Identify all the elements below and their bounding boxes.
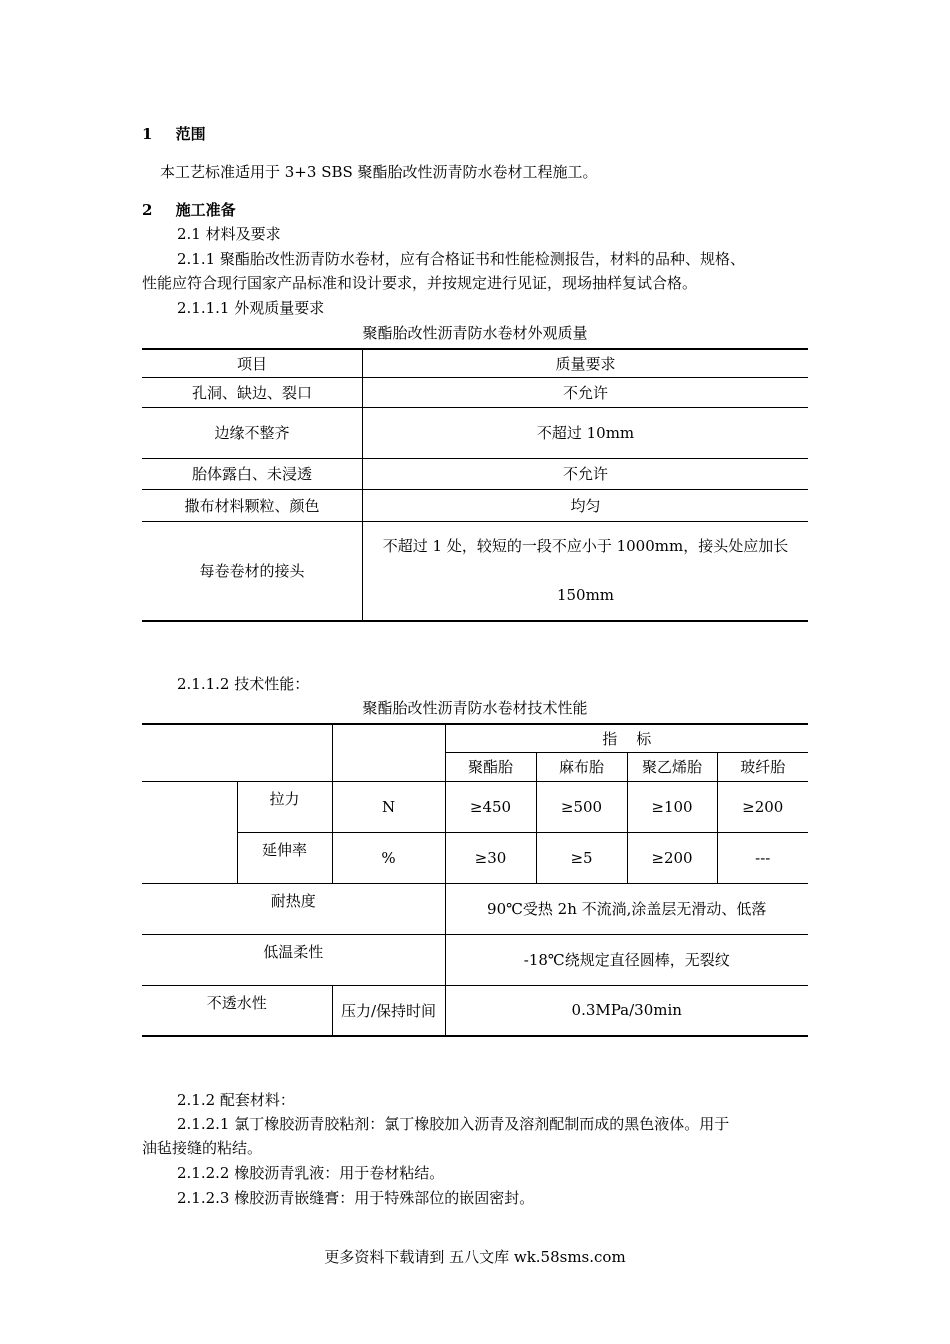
section-1-number: 1: [142, 125, 153, 143]
table-row: [142, 934, 808, 985]
table2-unit: 压力/保持时间: [332, 985, 445, 1036]
table2-col-header: 聚酯胎: [445, 752, 536, 781]
table2-blank-header-unit: [332, 724, 445, 781]
section-1-heading: [142, 123, 206, 144]
table2-unit: %: [332, 832, 445, 883]
heading-2-1-1-1: 2.1.1.1 外观质量要求: [177, 299, 325, 317]
table1-joint-req-line2: 150mm: [556, 586, 615, 605]
para-2-1-2-2: 2.1.2.2 橡胶沥青乳液：用于卷材粘结。: [177, 1164, 445, 1182]
table2-value: ≥500: [536, 781, 627, 832]
table1-joint-req-line1: 不超过 1 处，较短的一段不应小于 1000mm，接头处应加长: [382, 537, 789, 556]
section-2-title: 施工准备: [175, 201, 236, 219]
table1-header-req: 质量要求: [363, 349, 809, 377]
appearance-quality-table: [142, 348, 808, 622]
table2-index-header: 指 标: [445, 724, 808, 752]
table1-cell-req: 均匀: [363, 489, 809, 521]
technical-performance-table: [142, 723, 808, 1037]
table1-cell-item: 边缘不整齐: [142, 407, 363, 458]
table2-value: ≥200: [627, 832, 717, 883]
table2-col-header: 玻纤胎: [717, 752, 808, 781]
table2-value: ≥200: [717, 781, 808, 832]
section-2-number: 2: [142, 201, 153, 219]
table-row: [142, 883, 808, 934]
table2-col-header: 聚乙烯胎: [627, 752, 717, 781]
section-1-title: 范围: [175, 125, 206, 143]
table2-value: -18℃绕规定直径圆棒，无裂纹: [445, 934, 808, 985]
table1-header-item: 项目: [142, 349, 363, 377]
table2-label: 不透水性: [142, 985, 332, 1036]
table-row: [142, 832, 808, 883]
table-row: [142, 407, 808, 458]
table1-cell-req: 不允许: [363, 377, 809, 407]
table2-value: ≥100: [627, 781, 717, 832]
table2-header-row-1: [142, 724, 808, 752]
table2-value: ≥450: [445, 781, 536, 832]
para-2-1-2-3: 2.1.2.3 橡胶沥青嵌缝膏：用于特殊部位的嵌固密封。: [177, 1189, 535, 1207]
table1-cell-req: 不允许: [363, 458, 809, 489]
table2-blank-header: [142, 724, 332, 781]
para-2-1-2-1-line2: 油毡接缝的粘结。: [142, 1139, 263, 1157]
table-row: [142, 781, 808, 832]
table2-value: 0.3MPa/30min: [445, 985, 808, 1036]
table2-unit: N: [332, 781, 445, 832]
table2-value: ≥30: [445, 832, 536, 883]
table-row: [142, 521, 808, 621]
table1-title: 聚酯胎改性沥青防水卷材外观质量: [362, 324, 588, 342]
table2-label: 拉力: [237, 781, 332, 832]
table-row: [142, 377, 808, 407]
table2-title: 聚酯胎改性沥青防水卷材技术性能: [362, 699, 588, 717]
table1-cell-item: 每卷卷材的接头: [142, 521, 363, 621]
table2-label: 低温柔性: [142, 934, 445, 985]
table2-value: 90℃受热 2h 不流淌,涂盖层无滑动、低落: [445, 883, 808, 934]
table1-cell-req: 不超过 10mm: [363, 407, 809, 458]
heading-2-1: 2.1 材料及要求: [177, 225, 281, 243]
heading-2-1-1-2: 2.1.1.2 技术性能：: [177, 675, 310, 693]
table2-value: ≥5: [536, 832, 627, 883]
table2-label: 延伸率: [237, 832, 332, 883]
table2-value: ---: [717, 832, 808, 883]
section-1-text: 本工艺标准适用于 3+3 SBS 聚酯胎改性沥青防水卷材工程施工。: [160, 163, 598, 181]
heading-2-1-2: 2.1.2 配套材料：: [177, 1091, 295, 1109]
table1-cell-item: 胎体露白、未浸透: [142, 458, 363, 489]
table-row: [142, 985, 808, 1036]
table1-cell-req: [363, 521, 809, 621]
table1-cell-item: 撒布材料颗粒、颜色: [142, 489, 363, 521]
para-2-1-2-1-line1: 2.1.2.1 氯丁橡胶沥青胶粘剂：氯丁橡胶加入沥青及溶剂配制而成的黑色液体。用于: [177, 1115, 730, 1133]
table-row: [142, 489, 808, 521]
table1-header-row: [142, 349, 808, 377]
table2-group-cell: [142, 781, 237, 883]
table1-cell-item: 孔洞、缺边、裂口: [142, 377, 363, 407]
table-row: [142, 458, 808, 489]
para-2-1-1-line1: 2.1.1 聚酯胎改性沥青防水卷材，应有合格证书和性能检测报告，材料的品种、规格、: [177, 250, 745, 268]
section-2-heading: [142, 199, 236, 220]
para-2-1-1-line2: 性能应符合现行国家产品标准和设计要求，并按规定进行见证，现场抽样复试合格。: [142, 274, 698, 292]
table2-col-header: 麻布胎: [536, 752, 627, 781]
footer-text: 更多资料下载请到 五八文库 wk.58sms.com: [324, 1248, 626, 1266]
table2-label: 耐热度: [142, 883, 445, 934]
